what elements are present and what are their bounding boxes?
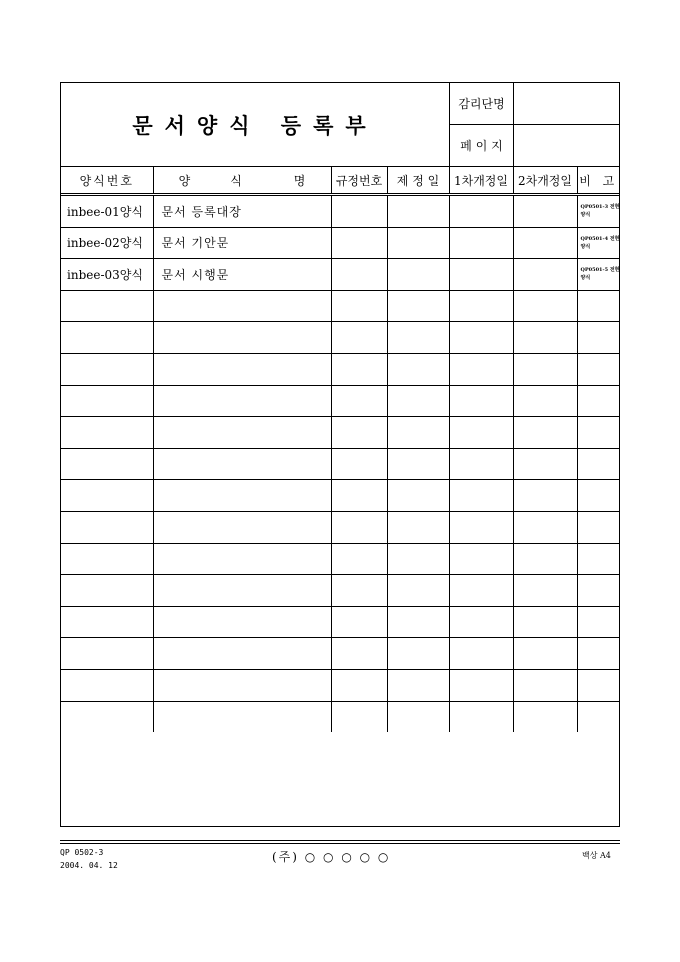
enact-date-cell [387, 543, 449, 575]
enact-date-cell [387, 575, 449, 607]
footer-paper: 백상 A4 [582, 851, 611, 860]
table-row-empty [61, 322, 620, 354]
rev2-cell [513, 227, 577, 259]
form-name-cell [153, 543, 331, 575]
col-form-name-1: 양 [178, 173, 191, 188]
note-cell [577, 448, 620, 480]
table-row-empty [61, 417, 620, 449]
rev1-cell [449, 417, 513, 449]
enact-date-cell [387, 259, 449, 291]
rule-no-cell [331, 701, 387, 732]
rev2-cell [513, 322, 577, 354]
footer-code: QP 0502-3 [60, 848, 104, 857]
note-cell [577, 701, 620, 732]
col-form-no: 양식번호 [61, 167, 153, 195]
table-row-empty [61, 385, 620, 417]
rule-no-cell [331, 606, 387, 638]
rev1-cell [449, 480, 513, 512]
note-cell [577, 322, 620, 354]
note-cell: QP0501-3 전현양식 [577, 195, 620, 228]
form-no-cell [61, 575, 153, 607]
manager-value [514, 83, 621, 125]
rule-no-cell [331, 448, 387, 480]
rev1-cell [449, 385, 513, 417]
rev1-cell [449, 511, 513, 543]
footer-divider-2 [60, 843, 620, 844]
rev1-cell [449, 195, 513, 228]
rule-no-cell [331, 511, 387, 543]
form-no-cell [61, 606, 153, 638]
rule-no-cell [331, 353, 387, 385]
header-row [61, 167, 620, 195]
footer-code-block [60, 846, 118, 872]
enact-date-cell [387, 195, 449, 228]
enact-date-cell [387, 448, 449, 480]
manager-label: 감리단명 [450, 83, 514, 125]
col-form-name [153, 167, 331, 195]
col-rule-no: 규정번호 [331, 167, 387, 195]
rev2-cell [513, 543, 577, 575]
form-no-cell: inbee-03양식 [61, 259, 153, 291]
page-value [514, 125, 621, 167]
enact-date-cell [387, 385, 449, 417]
rev1-cell [449, 259, 513, 291]
footer-divider-1 [60, 840, 620, 841]
form-no-cell [61, 448, 153, 480]
form-name-cell [153, 480, 331, 512]
rule-no-cell [331, 543, 387, 575]
rule-no-cell [331, 322, 387, 354]
col-form-name-3: 명 [293, 173, 306, 188]
rev1-cell [449, 701, 513, 732]
rev2-cell [513, 290, 577, 322]
form-no-cell [61, 543, 153, 575]
form-name-cell [153, 638, 331, 670]
rule-no-cell [331, 480, 387, 512]
page-label: 페 이 지 [450, 125, 514, 167]
form-name-cell: 문서 등록대장 [153, 195, 331, 228]
form-name-cell: 문서 기안문 [153, 227, 331, 259]
page-title: 문서양식 등록부 [132, 112, 378, 138]
table-row-empty [61, 669, 620, 701]
form-name-cell [153, 511, 331, 543]
note-cell: QP0501-4 전현양식 [577, 227, 620, 259]
form-name-cell [153, 575, 331, 607]
rev1-cell [449, 227, 513, 259]
note-cell [577, 669, 620, 701]
rev2-cell [513, 575, 577, 607]
note-cell [577, 511, 620, 543]
rev2-cell [513, 701, 577, 732]
table-row-empty [61, 543, 620, 575]
note-cell [577, 575, 620, 607]
rule-no-cell [331, 575, 387, 607]
rev2-cell [513, 669, 577, 701]
rule-no-cell [331, 417, 387, 449]
enact-date-cell [387, 227, 449, 259]
form-no-cell [61, 385, 153, 417]
form-no-cell [61, 669, 153, 701]
form-no-cell [61, 638, 153, 670]
form-name-cell [153, 417, 331, 449]
form-no-cell [61, 480, 153, 512]
col-rev2: 2차개정일 [513, 167, 577, 195]
table-row-empty [61, 575, 620, 607]
rev2-cell [513, 480, 577, 512]
table-row [61, 259, 620, 291]
note-cell [577, 290, 620, 322]
form-no-cell [61, 322, 153, 354]
rev2-cell [513, 259, 577, 291]
note-cell [577, 353, 620, 385]
rev2-cell [513, 417, 577, 449]
rev2-cell [513, 353, 577, 385]
rev2-cell [513, 195, 577, 228]
rev1-cell [449, 606, 513, 638]
table-row-empty [61, 353, 620, 385]
note-cell [577, 417, 620, 449]
table-row [61, 195, 620, 228]
rule-no-cell [331, 669, 387, 701]
rev2-cell [513, 385, 577, 417]
rev1-cell [449, 353, 513, 385]
note-cell [577, 606, 620, 638]
rule-no-cell [331, 227, 387, 259]
col-form-name-2: 식 [230, 173, 242, 188]
register-table [61, 166, 620, 732]
table-row-empty [61, 606, 620, 638]
rev1-cell [449, 575, 513, 607]
footer-company: (주) ○ ○ ○ ○ ○ [272, 850, 391, 864]
rev1-cell [449, 638, 513, 670]
rev2-cell [513, 448, 577, 480]
form-no-cell [61, 701, 153, 732]
table-row-empty [61, 290, 620, 322]
form-name-cell [153, 669, 331, 701]
table-row-empty [61, 638, 620, 670]
form-no-cell: inbee-02양식 [61, 227, 153, 259]
note-cell: QP0501-5 전현양식 [577, 259, 620, 291]
rev1-cell [449, 322, 513, 354]
form-no-cell [61, 290, 153, 322]
rule-no-cell [331, 385, 387, 417]
note-cell [577, 480, 620, 512]
rule-no-cell [331, 195, 387, 228]
form-name-cell [153, 353, 331, 385]
col-note: 비 고 [577, 167, 620, 195]
rev1-cell [449, 448, 513, 480]
enact-date-cell [387, 480, 449, 512]
note-cell [577, 638, 620, 670]
title-cell [61, 83, 449, 166]
rule-no-cell [331, 259, 387, 291]
enact-date-cell [387, 322, 449, 354]
enact-date-cell [387, 511, 449, 543]
form-no-cell: inbee-01양식 [61, 195, 153, 228]
enact-date-cell [387, 606, 449, 638]
rev2-cell [513, 638, 577, 670]
footer-date: 2004. 04. 12 [60, 861, 118, 870]
form-no-cell [61, 511, 153, 543]
enact-date-cell [387, 290, 449, 322]
rev1-cell [449, 543, 513, 575]
form-name-cell [153, 322, 331, 354]
form-name-cell: 문서 시행문 [153, 259, 331, 291]
form-name-cell [153, 290, 331, 322]
table-row-empty [61, 448, 620, 480]
enact-date-cell [387, 638, 449, 670]
rev1-cell [449, 290, 513, 322]
enact-date-cell [387, 701, 449, 732]
enact-date-cell [387, 669, 449, 701]
col-enact-date: 제 정 일 [387, 167, 449, 195]
rule-no-cell [331, 290, 387, 322]
rev2-cell [513, 511, 577, 543]
rule-no-cell [331, 638, 387, 670]
note-cell [577, 543, 620, 575]
rev2-cell [513, 606, 577, 638]
table-row-empty [61, 701, 620, 732]
table-row [61, 227, 620, 259]
form-name-cell [153, 701, 331, 732]
form-name-cell [153, 606, 331, 638]
enact-date-cell [387, 353, 449, 385]
form-no-cell [61, 417, 153, 449]
form-no-cell [61, 353, 153, 385]
form-register-sheet [60, 82, 620, 827]
table-row-empty [61, 480, 620, 512]
form-name-cell [153, 448, 331, 480]
enact-date-cell [387, 417, 449, 449]
meta-table [449, 83, 620, 167]
table-row-empty [61, 511, 620, 543]
form-name-cell [153, 385, 331, 417]
note-cell [577, 385, 620, 417]
rev1-cell [449, 669, 513, 701]
col-rev1: 1차개정일 [449, 167, 513, 195]
